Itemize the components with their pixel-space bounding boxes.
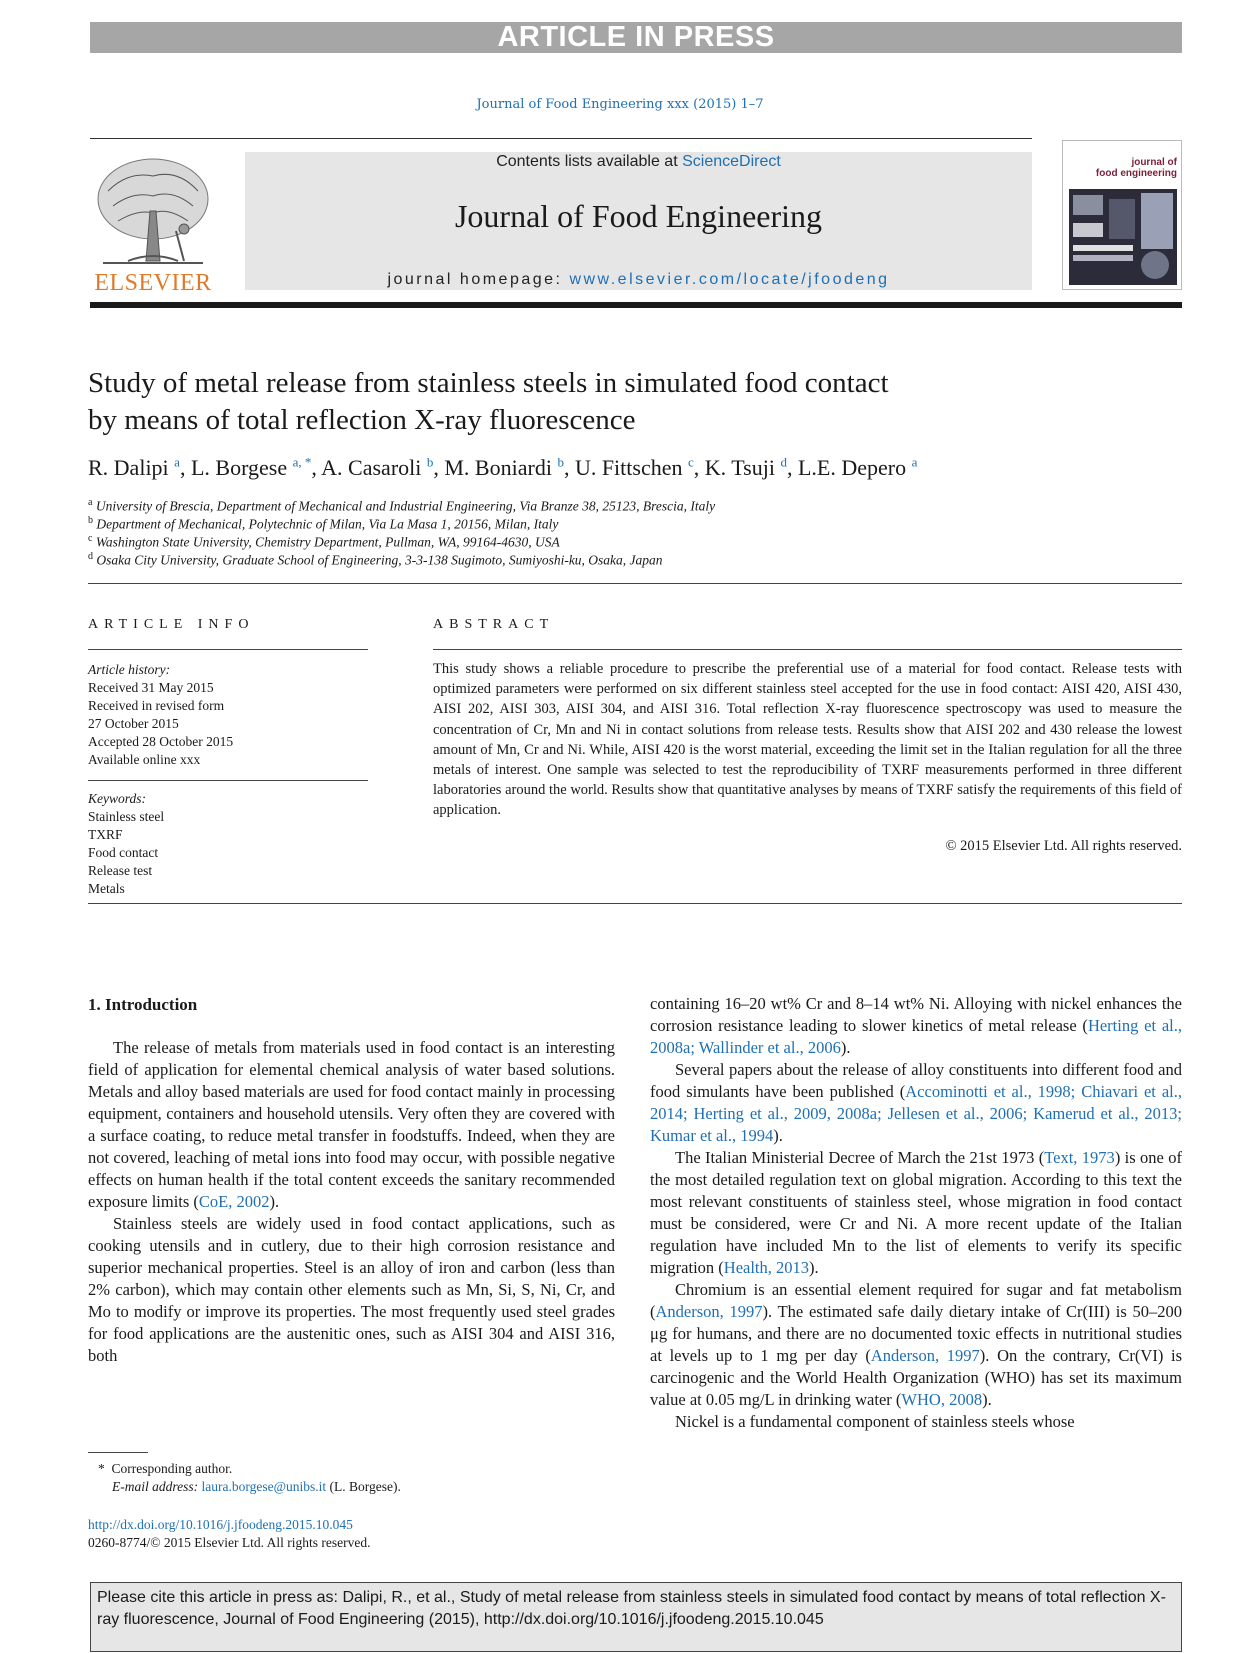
author-6[interactable]: K. Tsuji $^d$,	[704, 455, 798, 481]
author-7[interactable]: L.E. Depero $^a$	[797, 455, 918, 481]
abstract-copyright: © 2015 Elsevier Ltd. All rights reserved.	[945, 838, 1182, 854]
author-2[interactable]: L. Borgese $^{a, *}$,	[190, 455, 322, 481]
keywords-rule	[88, 780, 368, 781]
article-title	[88, 365, 1088, 439]
abstract-heading: ABSTRACT	[433, 617, 555, 632]
cover-title-line2: food engineering	[1095, 168, 1177, 179]
keyword-item: Food contact	[88, 845, 159, 860]
citation-link[interactable]: Herting et al., 2008a; Wallinder et al., 2006	[650, 1016, 1182, 1057]
citation-link[interactable]: Anderson, 1997	[870, 1346, 980, 1365]
keywords-list	[88, 790, 368, 898]
intro-paragraph-6: Nickel is a fundamental component of stainless steels whose	[675, 1412, 1075, 1431]
cover-title-line1: journal of	[1131, 157, 1177, 168]
history-item: Accepted 28 October 2015	[88, 734, 234, 749]
homepage-link[interactable]: www.elsevier.com/locate/jfoodeng	[569, 271, 890, 288]
intro-paragraph-4: The Italian Ministerial Decree of March the 21st 1973 (Text, 1973) is one of the most detailed regulation text on global migration. According to this text the most relevant constituents of stainless steel, whose migration in food contact must be considered, were Cr and Ni. A more recent update of the Italian regulation have included Mn to the list of elements to verify its specific migration (Health, 2013).	[650, 1148, 1182, 1277]
sciencedirect-link[interactable]: ScienceDirect	[682, 153, 781, 170]
cover-art-icon	[1069, 189, 1177, 285]
affiliation-d: $^d$ Osaka City University, Graduate School of Engineering, 3-3-138 Sugimoto, Sumiyoshi-ku, Osaka, Japan	[88, 551, 663, 568]
citation-link[interactable]: Text, 1973	[1044, 1148, 1115, 1167]
masthead-thick-rule	[90, 302, 1182, 308]
contents-line	[245, 153, 1032, 171]
corresponding-author-footnote	[98, 1460, 598, 1496]
keyword-item: Release test	[88, 863, 153, 878]
issn-line: 0260-8774/© 2015 Elsevier Ltd. All rights reserved.	[88, 1535, 371, 1550]
email-suffix: (L. Borgese).	[329, 1479, 401, 1494]
citation-notice-box: Please cite this article in press as: Dalipi, R., et al., Study of metal release from stainless steels in simulated food contact by means of total reflection X-ray fluorescence, Journal of Food Engineering (2015), http://dx.doi.org/10.1016/j.jfoodeng.2015.10.045	[90, 1582, 1182, 1652]
journal-title: Journal of Food Engineering	[454, 198, 823, 234]
citation-link[interactable]: Health, 2013	[723, 1258, 810, 1277]
author-list	[88, 455, 1182, 481]
intro-paragraph-2: Stainless steels are widely used in food contact applications, such as cooking utensils and in cutlery, due to their high corrosion resistance and superior mechanical properties. Steel is an alloy of iron and carbon (less than 2% carbon), which may contain other elements such as Mn, Si, S, Ni, Cr, and Mo to modify or improve its properties. The most frequently used steel grades for food applications are the austenitic ones, such as AISI 304 and AISI 316, both	[88, 1214, 615, 1365]
email-link[interactable]: laura.borgese@unibs.it	[201, 1479, 327, 1494]
citation-link[interactable]: Anderson, 1997	[655, 1302, 763, 1321]
homepage-line	[245, 271, 1032, 289]
author-3[interactable]: A. Casaroli $^b$,	[321, 455, 445, 481]
affiliation-a: $^a$ University of Brescia, Department of Mechanical and Industrial Engineering, Via Branze 38, 25123, Brescia, Italy	[88, 497, 716, 514]
divider-top	[88, 583, 1182, 584]
intro-paragraph-1: The release of metals from materials used in food contact is an interesting field of application for elemental chemical analysis of water based solutions. Metals and alloy based materials are used for food contact mainly in processing equipment, containers and household utensils. Very often they are covered with a surface coating, to reduce metal transfer in foodstuffs. Indeed, when they are not covered, leaching of metal ions into food may occur, with possible negative effects on human health if the total content exceeds the sanitary recommended exposure limits (CoE, 2002).	[88, 1038, 615, 1211]
email-label: E-mail address:	[112, 1479, 199, 1494]
article-title-line1: Study of metal release from stainless steels in simulated food contact	[88, 367, 889, 399]
author-5[interactable]: U. Fittschen $^c$,	[574, 455, 705, 481]
citation-link[interactable]: WHO, 2008	[901, 1390, 983, 1409]
citation-link[interactable]: Accominotti et al., 1998; Chiavari et al., 2014; Herting et al., 2009, 2008a; Jellesen et al., 2006; Kamerud et al., 2013; Kumar et al., 1994	[650, 1082, 1183, 1145]
cover-title	[1096, 157, 1177, 179]
affiliation-c: $^c$ Washington State University, Chemistry Department, Pullman, WA, 99164-4630, USA	[88, 533, 560, 550]
history-item: 27 October 2015	[88, 716, 179, 731]
footnote-rule	[88, 1452, 148, 1453]
citation-link[interactable]: CoE, 2002	[198, 1192, 270, 1211]
homepage-prefix: journal homepage:	[387, 271, 563, 288]
journal-reference-link[interactable]: Journal of Food Engineering xxx (2015) 1–7	[476, 97, 764, 112]
article-history	[88, 661, 368, 769]
header-rule	[90, 138, 1032, 139]
keyword-item: Stainless steel	[88, 809, 165, 824]
history-label: Article history:	[88, 662, 171, 677]
footnote-label: Corresponding author.	[111, 1461, 233, 1476]
keyword-item: Metals	[88, 881, 125, 896]
introduction-heading: 1. Introduction	[88, 995, 198, 1014]
contents-prefix: Contents lists available at	[496, 153, 678, 170]
abstract-rule	[433, 649, 1182, 650]
keyword-item: TXRF	[88, 827, 123, 842]
history-item: Available online xxx	[88, 752, 201, 767]
intro-left-column	[88, 1037, 615, 1367]
article-info-rule	[88, 649, 368, 650]
affiliation-b: $^b$ Department of Mechanical, Polytechnic of Milan, Via La Masa 1, 20156, Milan, Italy	[88, 515, 559, 532]
intro-paragraph-3: Several papers about the release of alloy constituents into different food and food simulants have been published (Accominotti et al., 1998; Chiavari et al., 2014; Herting et al., 2009, 2008a; Jellesen et al., 2006; Kamerud et al., 2013; Kumar et al., 1994).	[650, 1060, 1183, 1145]
divider-bottom	[88, 903, 1182, 904]
doi-block	[88, 1516, 588, 1552]
abstract-text: This study shows a reliable procedure to prescribe the preferential use of a material for food contact. Release tests with optimized parameters were performed on six different stainless steel accepted for the use in food contact: AISI 420, AISI 430, AISI 202, AISI 303, AISI 304, and AISI 316. Total reflection X-ray fluorescence spectroscopy was used to measure the concentration of Cr, Mn and Ni in contact solutions from release tests. Results show that AISI 202 and 430 release the lowest amount of Mn, Cr and Ni. While, AISI 420 is the worst material, exceeding the limit set in the Italian regulation for all the three metals of interest. One sample was selected to test the reproducibility of TXRF measurements performed in three different laboratories around the world. Results show that quantitative analyses by means of TXRF satisfy the requirements of this field of application.	[433, 661, 1182, 819]
article-in-press-banner: ARTICLE IN PRESS	[90, 22, 1182, 53]
keywords-label: Keywords:	[88, 791, 146, 806]
doi-link[interactable]: http://dx.doi.org/10.1016/j.jfoodeng.2015.10.045	[88, 1517, 353, 1532]
author-1[interactable]: R. Dalipi $^a$,	[88, 455, 191, 481]
article-info-heading: ARTICLE INFO	[88, 617, 255, 632]
journal-cover-thumbnail[interactable]	[1062, 140, 1182, 290]
intro-paragraph-continued: containing 16–20 wt% Cr and 8–14 wt% Ni. Alloying with nickel enhances the corrosion resistance leading to slower kinetics of metal release (Herting et al., 2008a; Wallinder et al., 2006).	[650, 994, 1182, 1057]
history-item: Received 31 May 2015	[88, 680, 214, 695]
history-item: Received in revised form	[88, 698, 225, 713]
publisher-name: ELSEVIER	[94, 270, 212, 296]
footnote-mark: *	[98, 1461, 105, 1476]
author-4[interactable]: M. Boniardi $^b$,	[444, 455, 575, 481]
article-title-line2: by means of total reflection X-ray fluorescence	[88, 404, 636, 436]
intro-paragraph-5: Chromium is an essential element required for sugar and fat metabolism (Anderson, 1997). The estimated safe daily dietary intake of Cr(III) is 50–200 μg for humans, and there are no documented toxic effects in nutritional studies at levels up to 1 mg per day (Anderson, 1997). On the contrary, Cr(VI) is carcinogenic and the World Health Organization (WHO) has set its maximum value at 0.05 mg/L in drinking water (WHO, 2008).	[650, 1280, 1183, 1409]
intro-right-column	[650, 993, 1182, 1433]
